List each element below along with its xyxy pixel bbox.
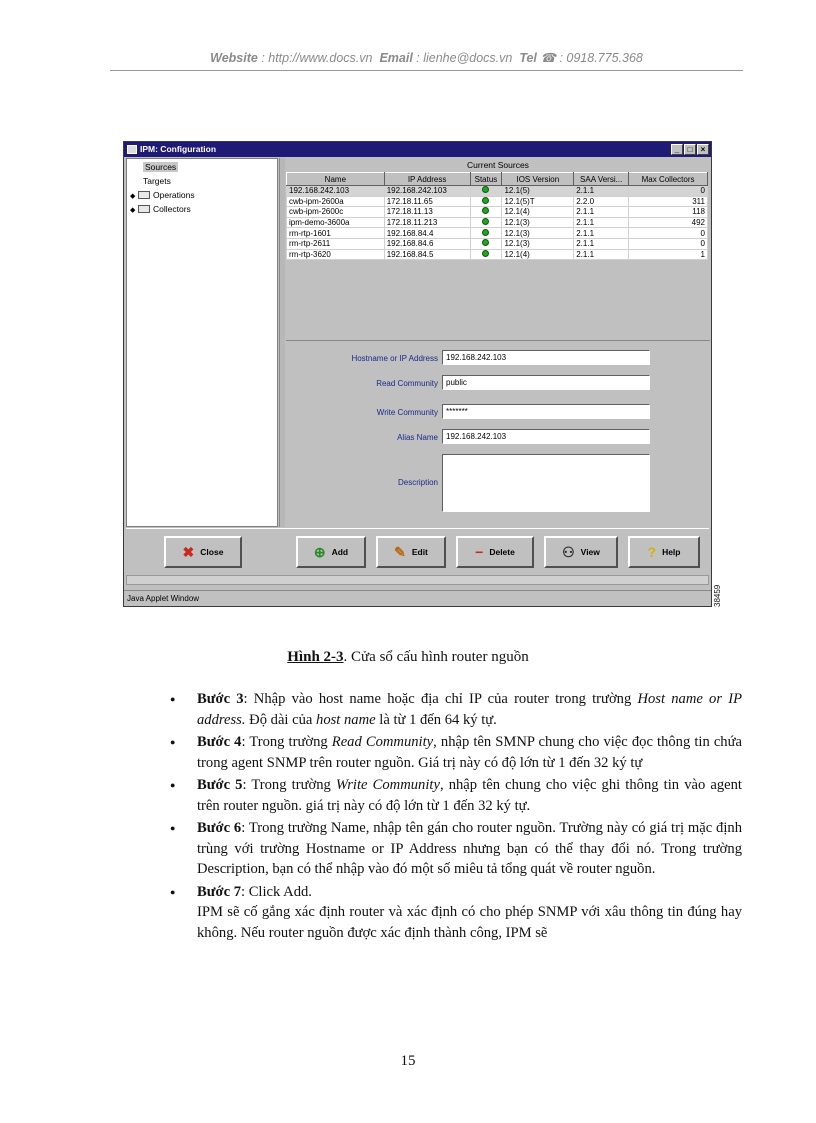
- add-button: ⊕ Add: [296, 536, 366, 568]
- column-header-status: Status: [470, 173, 502, 186]
- cell-ios: 12.1(4): [502, 249, 574, 260]
- column-header-max-collectors: Max Collectors: [629, 173, 708, 186]
- cell-name: cwb-ipm-2600c: [287, 207, 385, 218]
- cell-status: [470, 249, 502, 260]
- table-row: [287, 228, 708, 239]
- current-sources-caption: Current Sources: [467, 160, 529, 170]
- cell-ip: 192.168.84.5: [384, 249, 470, 260]
- table-row: [287, 238, 708, 249]
- add-router-icon: ⊕: [313, 543, 326, 560]
- website-url: : http://www.docs.vn: [261, 51, 373, 65]
- write-community-input: *******: [442, 404, 650, 419]
- cell-saa: 2.1.1: [574, 228, 629, 239]
- status-ok-icon: [482, 197, 489, 204]
- maximize-icon: □: [684, 144, 696, 155]
- column-header-saa: SAA Versi...: [574, 173, 629, 186]
- cell-ip: 172.18.11.213: [384, 217, 470, 228]
- navigation-tree: [126, 158, 278, 527]
- delete-icon: −: [475, 544, 484, 560]
- window-controls: [671, 144, 709, 155]
- window-titlebar: [124, 142, 711, 157]
- host-label: Hostname or IP Address: [351, 354, 438, 363]
- close-window-icon: ×: [697, 144, 709, 155]
- panel-splitter: [279, 158, 285, 527]
- view-network-icon: ⚇: [562, 543, 575, 560]
- cell-saa: 2.1.1: [574, 217, 629, 228]
- read-community-label: Read Community: [376, 379, 438, 388]
- cell-ip: 192.168.84.6: [384, 238, 470, 249]
- column-header-ip: IP Address: [384, 173, 470, 186]
- step-continuation: IPM sẽ cố gắng xác định router và xác định có cho phép SNMP với xâu thông tin đúng hay không. Nếu router nguồn được xác định thành công, IPM sẽ: [197, 904, 742, 941]
- cell-max-collectors: 0: [629, 238, 708, 249]
- table-row: [287, 196, 708, 207]
- button-bar: [126, 528, 709, 573]
- tel-label: Tel: [519, 51, 537, 65]
- cell-status: [470, 207, 502, 218]
- header-divider: [110, 70, 743, 71]
- cell-saa: 2.1.1: [574, 238, 629, 249]
- expand-icon: ◆: [130, 207, 136, 214]
- column-header-name: Name: [287, 173, 385, 186]
- cell-name: rm-rtp-2611: [287, 238, 385, 249]
- ipm-configuration-screenshot: [123, 141, 712, 607]
- horizontal-scrollbar: [126, 575, 709, 585]
- read-community-input: public: [442, 375, 650, 390]
- status-ok-icon: [482, 250, 489, 257]
- table-header-row: [287, 173, 708, 186]
- cell-ios: 12.1(3): [502, 217, 574, 228]
- column-header-ios: IOS Version: [502, 173, 574, 186]
- step-label: Bước 4: [197, 734, 242, 750]
- delete-button: − Delete: [456, 536, 534, 568]
- window-app-icon: [127, 145, 137, 154]
- cell-saa: 2.1.1: [574, 186, 629, 197]
- cell-max-collectors: 0: [629, 228, 708, 239]
- minimize-icon: _: [671, 144, 683, 155]
- table-row: [287, 186, 708, 197]
- cell-saa: 2.1.1: [574, 207, 629, 218]
- tree-item-collectors: ◆ Collectors: [130, 204, 191, 214]
- description-label: Description: [397, 478, 438, 487]
- description-input: [442, 454, 650, 512]
- figure-label: Hình 2-3: [287, 649, 344, 665]
- status-ok-icon: [482, 239, 489, 246]
- status-ok-icon: [482, 186, 489, 193]
- cell-name: rm-rtp-1601: [287, 228, 385, 239]
- sources-table: [286, 172, 708, 260]
- cell-max-collectors: 0: [629, 186, 708, 197]
- cell-status: [470, 238, 502, 249]
- alias-name-input: 192.168.242.103: [442, 429, 650, 444]
- email-address: : lienhe@docs.vn: [416, 51, 513, 65]
- close-button: ✖ Close: [164, 536, 242, 568]
- cell-saa: 2.2.0: [574, 196, 629, 207]
- cell-status: [470, 186, 502, 197]
- help-button: ? Help: [628, 536, 700, 568]
- folder-icon: [138, 205, 150, 213]
- cell-ip: 172.18.11.65: [384, 196, 470, 207]
- cell-status: [470, 228, 502, 239]
- steps-list: [166, 689, 742, 945]
- cell-ios: 12.1(3): [502, 228, 574, 239]
- tel-number: ☎ : 0918.775.368: [540, 51, 643, 65]
- cell-name: rm-rtp-3620: [287, 249, 385, 260]
- source-form: [286, 340, 710, 527]
- cell-name: 192.168.242.103: [287, 186, 385, 197]
- edit-button: ✎ Edit: [376, 536, 446, 568]
- table-row: [287, 217, 708, 228]
- cell-ios: 12.1(4): [502, 207, 574, 218]
- cell-ip: 172.18.11.13: [384, 207, 470, 218]
- figure-caption-text: . Cửa sổ cấu hình router nguồn: [343, 649, 529, 665]
- tree-item-sources: Sources: [145, 162, 177, 172]
- list-item: ● Bước 5: Trong trường Write Community, nhập tên chung cho việc ghi thông tin vào agent trên router nguồn. giá trị này có độ lớn từ 1 đến 32 ký tự.: [166, 775, 742, 816]
- cell-ios: 12.1(3): [502, 238, 574, 249]
- help-question-icon: ?: [647, 544, 657, 560]
- status-ok-icon: [482, 229, 489, 236]
- list-item: ● Bước 7: Click Add. IPM sẽ cố gắng xác định router và xác định có cho phép SNMP với xâu thông tin đúng hay không. Nếu router nguồn được xác định thành công, IPM sẽ: [166, 882, 742, 944]
- host-input: 192.168.242.103: [442, 350, 650, 365]
- cell-max-collectors: 492: [629, 217, 708, 228]
- edit-pencil-icon: ✎: [394, 543, 406, 560]
- list-item: ● Bước 6: Trong trường Name, nhập tên gán cho router nguồn. Trường này có giá trị mặc định trùng với trường Hostname or IP Address nhưng bạn có thể thay đổi nó. Trong trường Description, bạn có thể nhập vào đó một số miêu tả tổng quát về router nguồn.: [166, 818, 742, 880]
- window-title: IPM: Configuration: [140, 144, 217, 154]
- cell-ios: 12.1(5)T: [502, 196, 574, 207]
- cell-ip: 192.168.84.4: [384, 228, 470, 239]
- tree-item-operations: ◆ Operations: [130, 190, 195, 200]
- step-label: Bước 7: [197, 883, 241, 900]
- cell-status: [470, 196, 502, 207]
- write-community-label: Write Community: [376, 408, 438, 417]
- cell-max-collectors: 1: [629, 249, 708, 260]
- figure-id: 38459: [713, 584, 722, 607]
- list-item: ● Bước 4: Trong trường Read Community, nhập tên SMNP chung cho việc đọc thông tin chứa trong agent SNMP trên router nguồn. Giá trị này có độ lớn từ 1 đến 32 ký tự: [166, 732, 742, 773]
- folder-icon: [138, 191, 150, 199]
- cell-saa: 2.1.1: [574, 249, 629, 260]
- applet-status-bar: Java Applet Window: [124, 590, 711, 606]
- sources-table-container: [286, 172, 710, 338]
- cell-max-collectors: 118: [629, 207, 708, 218]
- cell-max-collectors: 311: [629, 196, 708, 207]
- alias-name-label: Alias Name: [397, 433, 438, 442]
- email-label: Email: [379, 51, 413, 65]
- list-item: ● Bước 3: Nhập vào host name hoặc địa chỉ IP của router trong trường Host name or IP address. Độ dài của host name là từ 1 đến 64 ký tự.: [166, 689, 742, 730]
- cell-ip: 192.168.242.103: [384, 186, 470, 197]
- cell-status: [470, 217, 502, 228]
- close-x-icon: ✖: [182, 543, 195, 560]
- tree-item-targets: Targets: [143, 176, 171, 186]
- table-row: [287, 207, 708, 218]
- page-header: [110, 50, 743, 65]
- status-ok-icon: [482, 218, 489, 225]
- expand-icon: ◆: [130, 193, 136, 200]
- step-label: Bước 5: [197, 777, 243, 793]
- cell-ios: 12.1(5): [502, 186, 574, 197]
- table-row: [287, 249, 708, 260]
- figure-caption: [0, 649, 816, 666]
- website-label: Website: [210, 51, 258, 65]
- cell-name: cwb-ipm-2600a: [287, 196, 385, 207]
- step-label: Bước 6: [197, 820, 242, 836]
- page-number: 15: [400, 1053, 416, 1069]
- cell-name: ipm-demo-3600a: [287, 217, 385, 228]
- step-label: Bước 3: [197, 691, 244, 707]
- status-ok-icon: [482, 207, 489, 214]
- view-button: ⚇ View: [544, 536, 618, 568]
